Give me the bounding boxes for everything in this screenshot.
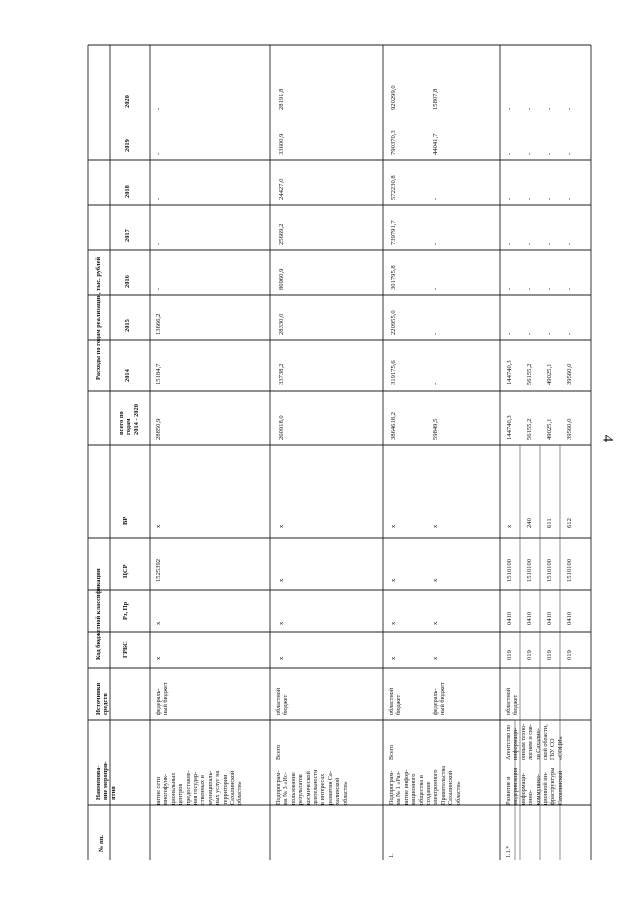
row-4-sub-0-vr: x — [506, 524, 513, 528]
row-2-2014: 319175,6 — [390, 360, 397, 385]
row-2-2019: 790370,3 — [390, 130, 397, 155]
row-0-2014: 15184,7 — [155, 363, 162, 385]
row-0-name: витие сети многофунк- циональных центров предоставле- ния государ- ственных и муниципаль- ных услуг на территории Сахалинской области» — [155, 770, 244, 805]
row-4-sub-2-2020: - — [546, 107, 553, 110]
row-0-2017: - — [155, 242, 162, 245]
row-4-sub-3-2015: - — [566, 332, 573, 335]
row-3-total: 59849,5 — [432, 418, 439, 440]
header-budget-code: Код бюджетной классификации — [95, 568, 102, 660]
row-4-executor: Агентство по информаци- онным техно- логиям и свя- зи Сахалин- ской области, ГБУ СО «СОЦИ» — [505, 723, 564, 760]
header-year-2017: 2017 — [124, 229, 131, 242]
row-4-sub-3-rzpr: 0410 — [566, 611, 573, 625]
row-3-grbs: x — [432, 656, 439, 660]
row-4-source: областной бюджет — [505, 687, 520, 715]
row-3-csr: x — [432, 578, 439, 582]
row-0-2019: - — [155, 152, 162, 155]
row-4-sub-2-rzpr: 0410 — [546, 611, 553, 625]
row-4-sub-2-2015: - — [546, 332, 553, 335]
row-1-rzpr: x — [278, 621, 285, 625]
row-4-sub-2-2017: - — [546, 242, 553, 245]
row-1-source: областной бюджет — [275, 687, 290, 715]
row-4-sub-2-grbs: 019 — [546, 650, 553, 660]
row-4-sub-3-total: 39560,0 — [566, 418, 573, 440]
row-4-sub-3-vr: 612 — [566, 518, 573, 528]
header-expenses: Расходы по годам реализации, тыс. рублей — [95, 256, 102, 380]
row-1-2015: 28330,0 — [278, 313, 285, 335]
row-4-sub-1-2017: - — [526, 242, 533, 245]
row-3-source: федераль- ный бюджет — [432, 682, 447, 715]
row-4-sub-0-2020: - — [506, 107, 513, 110]
row-1-2014: 33738,2 — [278, 363, 285, 385]
row-4-sub-1-2019: - — [526, 152, 533, 155]
row-2-2015: 220955,0 — [390, 310, 397, 335]
row-4-sub-0-2015: - — [506, 332, 513, 335]
page-number: 4 — [599, 434, 616, 443]
row-4-sub-2-csr: 1510100 — [546, 558, 553, 582]
header-csr: ЦСР — [122, 564, 129, 578]
row-4-sub-0-csr: 1510100 — [506, 558, 513, 582]
row-2-executor: Всего — [388, 744, 395, 760]
row-0-2020: - — [155, 107, 162, 110]
row-4-sub-1-2014: 56155,2 — [526, 363, 533, 385]
header-year-2016: 2016 — [124, 275, 131, 288]
header-year-2015: 2015 — [124, 319, 131, 332]
row-4-sub-3-2017: - — [566, 242, 573, 245]
row-4-sub-3-2018: - — [566, 197, 573, 200]
row-4-sub-0-2019: - — [506, 152, 513, 155]
header-year-2014: 2014 — [124, 369, 131, 382]
row-4-sub-2-2016: - — [546, 287, 553, 290]
row-3-2014: - — [432, 382, 439, 385]
row-4-sub-3-grbs: 019 — [566, 650, 573, 660]
row-0-total: 28850,9 — [155, 418, 162, 440]
row-2-csr: x — [390, 578, 397, 582]
row-1-grbs: x — [278, 656, 285, 660]
header-year-2019: 2019 — [124, 139, 131, 152]
row-4-sub-3-2020: - — [566, 107, 573, 110]
header-sources: Источники средств — [95, 682, 110, 715]
row-4-sub-1-total: 56155,2 — [526, 418, 533, 440]
header-total: всего по годам 2014 - 2020 — [118, 404, 140, 435]
row-1-executor: Всего — [275, 744, 282, 760]
row-4-sub-1-grbs: 019 — [526, 650, 533, 660]
row-2-2018: 572230,8 — [390, 175, 397, 200]
header-year-2020: 2020 — [124, 95, 131, 108]
row-4-sub-2-2019: - — [546, 152, 553, 155]
row-0-grbs: x — [155, 656, 162, 660]
row-4-sub-0-grbs: 019 — [506, 650, 513, 660]
row-1-2018: 24427,0 — [278, 178, 285, 200]
header-grbs: ГРБС — [122, 641, 129, 658]
row-2-total: 3864618,2 — [390, 411, 397, 440]
row-4-sub-3-2016: - — [566, 287, 573, 290]
row-3-2020: 15807,8 — [432, 88, 439, 110]
row-2-source: областной бюджет — [388, 687, 403, 715]
row-2-vr: x — [390, 524, 397, 528]
row-0-rzpr: x — [155, 621, 162, 625]
row-0-source: федераль- ный бюджет — [155, 682, 170, 715]
row-1-2016: 86960,9 — [278, 268, 285, 290]
header-name: Наименова- ние меропри- ятия — [95, 761, 117, 800]
row-4-num: 1.1.* — [505, 845, 512, 858]
row-4-sub-0-2014: 144740,3 — [506, 360, 513, 385]
row-0-vr: x — [155, 524, 162, 528]
row-4-sub-1-vr: 240 — [526, 518, 533, 528]
row-4-sub-2-vr: 611 — [546, 518, 553, 528]
row-4-sub-3-csr: 1510100 — [566, 558, 573, 582]
row-4-sub-1-rzpr: 0410 — [526, 611, 533, 625]
row-4-sub-3-2014: 39560,0 — [566, 363, 573, 385]
row-0-2016: - — [155, 287, 162, 290]
row-2-name: Подпрограм- ма № 1 «Раз- витие инфор- мационного общества и создание электронного Правительства Сахалинской области» — [388, 766, 462, 805]
row-4-sub-1-2018: - — [526, 197, 533, 200]
row-2-grbs: x — [390, 656, 397, 660]
row-0-2015: 13666,2 — [155, 313, 162, 335]
row-1-2017: 25669,2 — [278, 223, 285, 245]
row-4-sub-1-2015: - — [526, 332, 533, 335]
row-4-sub-0-2016: - — [506, 287, 513, 290]
row-4-sub-2-2018: - — [546, 197, 553, 200]
row-4-sub-2-2014: 49025,1 — [546, 363, 553, 385]
row-1-total: 260918,0 — [278, 415, 285, 440]
row-0-csr: 1525392 — [155, 558, 162, 582]
row-4-sub-3-2019: - — [566, 152, 573, 155]
row-3-2016: - — [432, 287, 439, 290]
row-3-2019: 44041,7 — [432, 133, 439, 155]
header-year-2018: 2018 — [124, 185, 131, 198]
row-4-sub-0-total: 144740,3 — [506, 415, 513, 440]
row-1-2020: 28191,8 — [278, 88, 285, 110]
row-4-sub-1-csr: 1510100 — [526, 558, 533, 582]
header-num: № пп. — [98, 835, 105, 852]
row-1-vr: x — [278, 524, 285, 528]
row-4-sub-1-2016: - — [526, 287, 533, 290]
row-3-vr: x — [432, 524, 439, 528]
row-4-name: Развитие и модернизация информаци- онно- коммуника- ционной ин- фраструктуры Сахалинской — [505, 767, 564, 805]
row-3-2015: - — [432, 332, 439, 335]
row-1-name: Подпрограм- ма № 3 «Ис- пользование результатов космической деятельности в интересах развития Са- халинской области» — [275, 769, 349, 805]
row-2-2016: 301795,8 — [390, 265, 397, 290]
row-4-sub-2-total: 49025,1 — [546, 418, 553, 440]
row-1-csr: x — [278, 578, 285, 582]
row-2-2020: 920299,0 — [390, 85, 397, 110]
row-4-sub-0-2018: - — [506, 197, 513, 200]
row-3-rzpr: x — [432, 621, 439, 625]
row-4-sub-0-rzpr: 0410 — [506, 611, 513, 625]
row-3-2018: - — [432, 197, 439, 200]
row-0-2018: - — [155, 197, 162, 200]
row-4-sub-0-2017: - — [506, 242, 513, 245]
row-2-num: 1. — [388, 853, 395, 858]
row-2-2017: 739791,7 — [390, 220, 397, 245]
row-1-2019: 33600,9 — [278, 133, 285, 155]
row-2-rzpr: x — [390, 621, 397, 625]
row-3-2017: - — [432, 242, 439, 245]
row-4-sub-1-2020: - — [526, 107, 533, 110]
header-vr: ВР — [122, 516, 129, 525]
header-rzpr: Рз, Пр — [122, 601, 129, 620]
